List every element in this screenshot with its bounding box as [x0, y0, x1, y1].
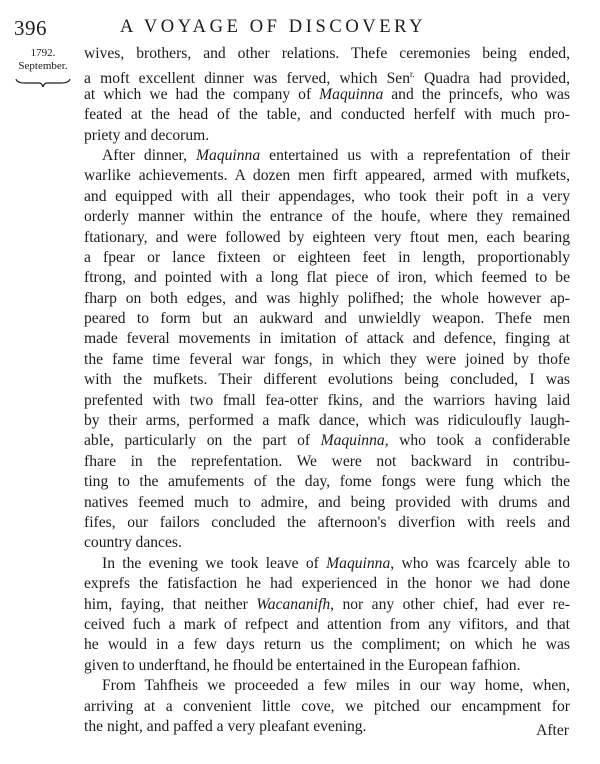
margin-note — [10, 47, 76, 73]
text-line: fharp on both edges, and was highly polifhed; the whole however ap- — [84, 289, 570, 307]
margin-month: September. — [18, 60, 68, 72]
text-line: ftationary, and were followed by eighteen very ftout men, each bearing — [84, 228, 570, 246]
text-line: From Tahfheis we proceeded a few miles in our way home, when, — [102, 677, 570, 695]
text-line: given to underftand, he fhould be entertained in the European fafhion. — [84, 656, 521, 674]
text-line: the night, and paffed a very pleafant evening. — [84, 717, 367, 735]
text-line: by their arms, performed a mafk dance, which was ridiculoufly laugh- — [84, 412, 570, 430]
text-line: In the evening we took leave of Maquinna, who was fcarcely able to — [102, 554, 570, 572]
text-line: ftrong, and pointed with a long flat piece of iron, which feemed to be — [84, 269, 570, 287]
text-line: with the mufkets. Their different evolutions being concluded, I was — [84, 371, 570, 389]
text-line: the fame time feveral war fongs, in which they were joined by thofe — [84, 350, 570, 368]
text-line: ceived fuch a mark of refpect and attention from any vifitors, and that — [84, 615, 570, 633]
text-line: at which we had the company of Maquinna and the princefs, who was — [84, 85, 570, 103]
text-line: a fpear or lance fixteen or eighteen feet in length, proportionably — [84, 248, 570, 266]
catchword: After — [536, 722, 569, 739]
text-line: country dances. — [84, 534, 182, 552]
text-line: warlike achievements. A dozen men firft appeared, armed with mufkets, — [84, 167, 570, 185]
text-line: natives feemed much to admire, and being provided with drums and — [84, 493, 570, 511]
text-line: arriving at a convenient little cove, we pitched our encampment for — [84, 697, 570, 715]
text-line: him, faying, that neither Wacananifh, nor any other chief, had ever re- — [84, 595, 570, 613]
body-text — [84, 44, 570, 737]
text-line: priety and decorum. — [84, 126, 210, 144]
text-line: made feveral movements in imitation of attack and defence, finging at — [84, 330, 570, 348]
text-line: wives, brothers, and other relations. Thefe ceremonies being ended, — [84, 45, 570, 62]
margin-year: 1792. — [30, 47, 56, 59]
text-line: peared to form but an aukward and unwieldly weapon. Thefe men — [84, 310, 570, 328]
margin-brace-icon — [15, 78, 71, 88]
text-line: ting to the amufements of the day, fome fongs were fung which the — [84, 473, 570, 491]
text-line: and equipped with all their appendages, who took their poft in a very — [84, 187, 570, 205]
text-line: After dinner, Maquinna entertained us with a reprefentation of their — [102, 146, 570, 164]
text-line: exprefs the fatisfaction he had experienced in the honor we had done — [84, 575, 570, 593]
text-line: orderly manner within the entrance of the houfe, where they remained — [84, 208, 570, 226]
running-head: A VOYAGE OF DISCOVERY — [120, 17, 427, 37]
text-line: he would in a few days return us the compliment; on which he was — [84, 636, 570, 654]
text-line: prefented with two fmall fea-otter fkins, and the warriors having laid — [84, 391, 570, 409]
text-line: fifes, our failors concluded the afternoon's diverfion with reels and — [84, 513, 570, 531]
text-line: feated at the head of the table, and conducted herfelf with much pro- — [84, 106, 570, 124]
text-line: fhare in the reprefentation. We were not backward in contribu- — [84, 452, 570, 470]
text-line: a moft excellent dinner was ferved, which Sen$^{r.}$ Quadra had provided, — [84, 69, 570, 88]
page-number: 396 — [14, 16, 47, 40]
title-abbrev: r. — [410, 69, 415, 80]
text-line: able, particularly on the part of Maquinna, who took a confiderable — [84, 432, 570, 450]
